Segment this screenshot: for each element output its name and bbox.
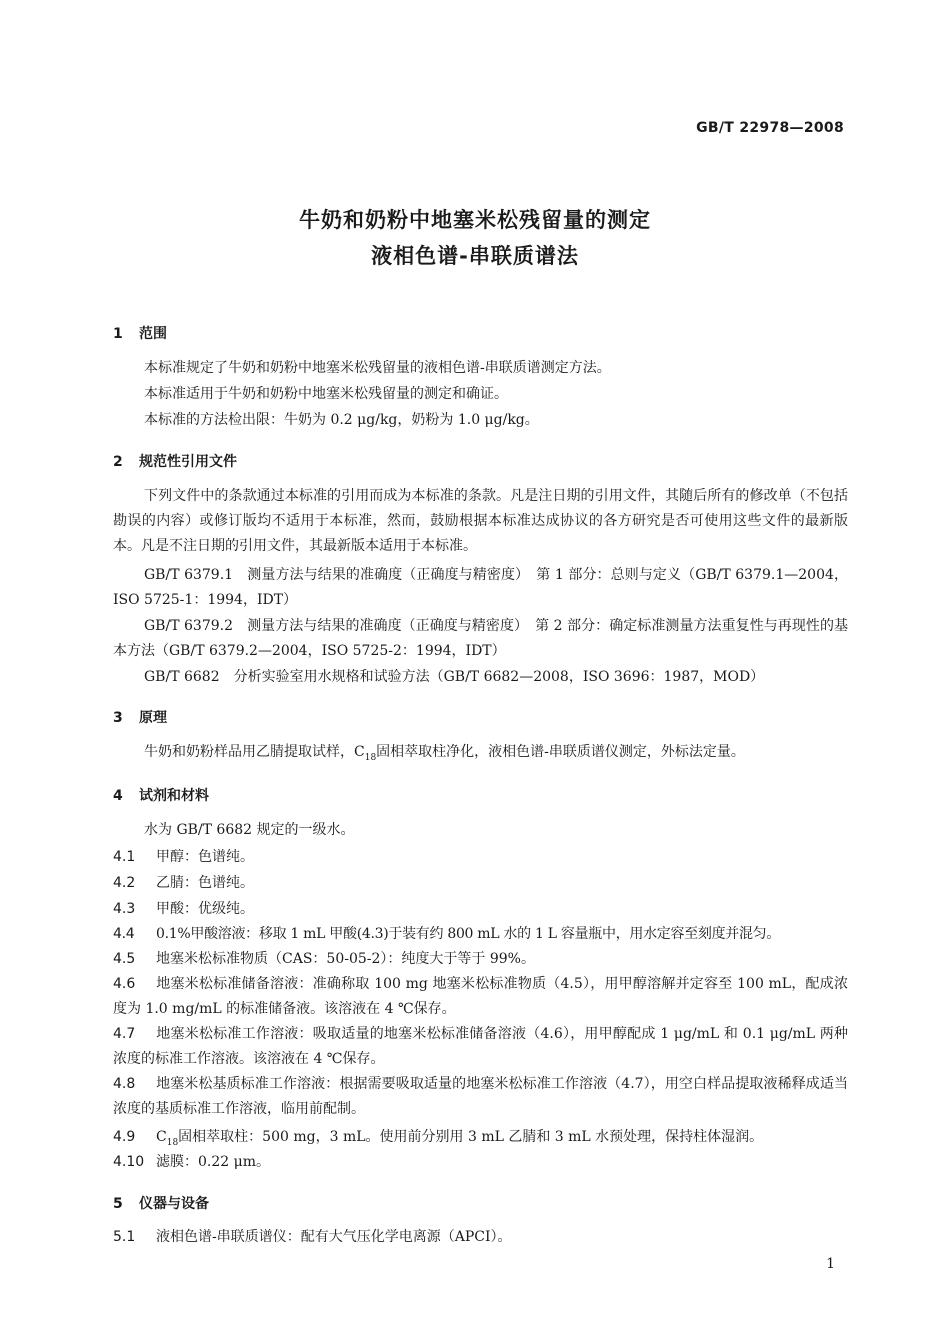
item-number: 4.2 [113, 875, 136, 891]
item-text: 甲醇：色谱纯。 [156, 849, 254, 865]
item-text: 液相色谱-串联质谱仪：配有大气压化学电离源（APCI）。 [156, 1229, 512, 1245]
section-number: 3 [113, 710, 123, 726]
reagent-item [113, 1072, 848, 1122]
reagent-item [113, 1150, 848, 1175]
section-number: 5 [113, 1196, 123, 1212]
item-number: 4.1 [113, 849, 136, 865]
principle-text-post: 固相萃取柱净化，液相色谱-串联质谱仪测定，外标法定量。 [376, 744, 745, 760]
item-number: 4.10 [113, 1154, 145, 1170]
item-number: 4.4 [113, 926, 135, 942]
item-text: 乙腈：色谱纯。 [156, 875, 254, 891]
section-title: 原理 [139, 710, 167, 726]
item-text-post: 固相萃取柱：500 mg，3 mL。使用前分别用 3 mL 乙腈和 3 mL 水预处理，保持柱体湿润。 [178, 1129, 764, 1145]
reference-gbt-6682: GB/T 6682 分析实验室用水规格和试验方法（GB/T 6682—2008，ISO 3696：1987，MOD） [144, 669, 765, 685]
item-text: 地塞米松标准物质（CAS：50-05-2）：纯度大于等于 99%。 [156, 951, 535, 967]
reference-gbt-6379-2: GB/T 6379.2 测量方法与结果的准确度（正确度与精密度） 第 2 部分：确定标准测量方法重复性与再现性的基本方法（GB/T 6379.2—2004，ISO 5725-2：1994，IDT） [113, 618, 848, 659]
item-text: 地塞米松标准工作溶液：吸取适量的地塞米松标准储备溶液（4.6），用甲醇配成 1 μg/mL 和 0.1 μg/mL 两种浓度的标准工作溶液。该溶液在 4 ℃保存。 [113, 1026, 848, 1067]
principle-paragraph [144, 740, 848, 771]
section-number: 1 [113, 326, 123, 342]
item-number: 4.7 [113, 1026, 136, 1042]
scope-paragraph-3: 本标准的方法检出限：牛奶为 0.2 μg/kg，奶粉为 1.0 μg/kg。 [144, 412, 539, 428]
section-heading-normative-refs [113, 451, 237, 471]
section-title: 规范性引用文件 [139, 454, 237, 470]
reagent-item [113, 972, 848, 1022]
document-title-line1: 牛奶和奶粉中地塞米松残留量的测定 [299, 208, 651, 232]
item-text: 0.1%甲酸溶液：移取 1 mL 甲酸(4.3)于装有约 800 mL 水的 1 L 容量瓶中，用水定容至刻度并混匀。 [156, 926, 781, 942]
item-number: 4.8 [113, 1076, 136, 1092]
item-number: 4.6 [113, 976, 136, 992]
section-heading-equipment [113, 1193, 209, 1213]
principle-subscript: 18 [364, 752, 377, 763]
item-subscript: 18 [166, 1137, 179, 1148]
scope-paragraph-2: 本标准适用于牛奶和奶粉中地塞米松残留量的测定和确证。 [144, 386, 508, 402]
reagent-item [113, 1022, 848, 1072]
item-number: 4.5 [113, 951, 136, 967]
section-title: 仪器与设备 [139, 1196, 209, 1212]
reagent-item [113, 897, 848, 922]
item-number: 5.1 [113, 1229, 136, 1245]
section-title: 范围 [139, 326, 167, 342]
reagent-item [113, 947, 848, 972]
page-number: 1 [826, 1256, 835, 1272]
scope-paragraph-1: 本标准规定了牛奶和奶粉中地塞米松残留量的液相色谱-串联质谱测定方法。 [144, 360, 611, 376]
section-title: 试剂和材料 [139, 788, 209, 804]
refs-intro-paragraph: 下列文件中的条款通过本标准的引用而成为本标准的条款。凡是注日期的引用文件，其随后所有的修改单（不包括勘误的内容）或修订版均不适用于本标准，然而，鼓励根据本标准达成协议的各方研究是否可使用这些文件的最新版本。凡是不注日期的引用文件，其最新版本适用于本标准。 [113, 488, 848, 554]
section-heading-scope [113, 323, 167, 343]
document-title-line2: 液相色谱-串联质谱法 [371, 244, 579, 268]
section-number: 4 [113, 788, 123, 804]
item-text-pre: C [156, 1129, 167, 1145]
standard-number: GB/T 22978—2008 [696, 120, 844, 136]
item-number: 4.3 [113, 901, 136, 917]
section-number: 2 [113, 454, 123, 470]
reagent-item [113, 845, 848, 870]
reagents-intro: 水为 GB/T 6682 规定的一级水。 [144, 822, 355, 838]
item-text: 地塞米松基质标准工作溶液：根据需要吸取适量的地塞米松标准工作溶液（4.7），用空白样品提取液稀释成适当浓度的基质标准工作溶液，临用前配制。 [113, 1076, 848, 1117]
equipment-item [113, 1225, 848, 1250]
item-text: 地塞米松标准储备溶液：准确称取 100 mg 地塞米松标准物质（4.5），用甲醇溶解并定容至 100 mL，配成浓度为 1.0 mg/mL 的标准储备液。该溶液在 4 ℃保存。 [113, 976, 848, 1017]
reference-gbt-6379-1: GB/T 6379.1 测量方法与结果的准确度（正确度与精密度） 第 1 部分：总则与定义（GB/T 6379.1—2004，ISO 5725-1：1994，IDT） [113, 567, 848, 608]
section-heading-reagents [113, 785, 209, 805]
reagent-item [113, 871, 848, 896]
item-text: 滤膜：0.22 μm。 [156, 1154, 270, 1170]
item-text: 甲酸：优级纯。 [156, 901, 254, 917]
reagent-item [113, 922, 848, 947]
item-number: 4.9 [113, 1129, 136, 1145]
principle-text-pre: 牛奶和奶粉样品用乙腈提取试样，C [144, 744, 365, 760]
section-heading-principle [113, 707, 167, 727]
